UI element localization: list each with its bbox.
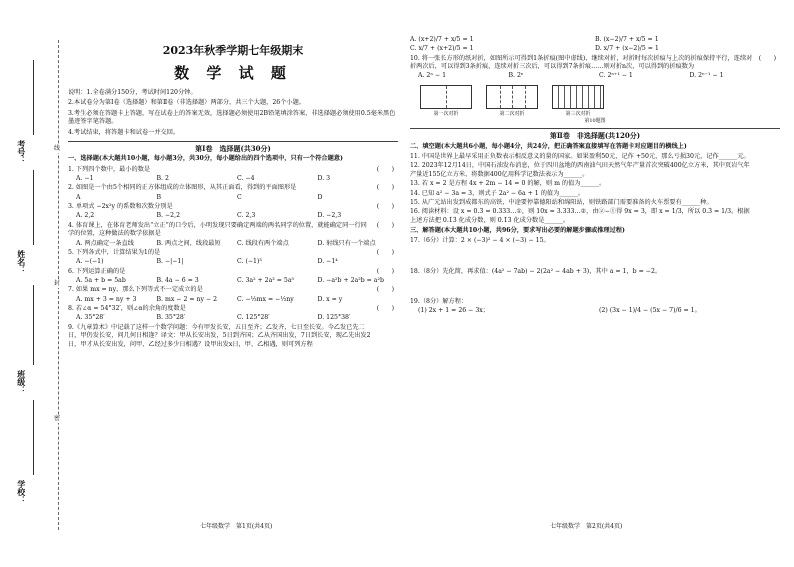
fold-captions <box>420 111 780 118</box>
instructions <box>68 89 398 137</box>
option: D <box>317 193 323 201</box>
option: D. −2,3 <box>317 212 342 220</box>
option: C. −4 <box>237 175 255 183</box>
q19-eq-1: (1) 2x + 1 = 26 − 3x； <box>418 307 489 315</box>
cut-mark-seal: 封 <box>54 280 61 287</box>
answer-paren: ( ) <box>376 248 394 256</box>
question-10 <box>410 55 780 72</box>
left-column <box>68 36 398 350</box>
option: C. 线段有两个端点 <box>237 239 289 247</box>
option: B. mx − 2 = ny − 2 <box>156 295 218 303</box>
option: A <box>76 193 81 201</box>
option: C. 125°28′ <box>237 314 270 322</box>
q19-eq-2: (2) (3x − 1)/4 − (5x − 7)/6 = 1。 <box>599 307 701 315</box>
q9-option-a: A. (x+2)/7 + x/5 = 1 <box>410 36 474 43</box>
question-stem: 3. 单项式 −2x²y 的系数和次数分别是 <box>68 203 173 211</box>
question-1 <box>68 166 398 174</box>
q9-options <box>410 36 780 44</box>
note-1: 说明：1.全卷满分150分，考试时间120分钟。 <box>68 89 197 97</box>
options-row <box>76 277 398 285</box>
option: B. −2,2 <box>156 212 181 220</box>
option: C. 2,3 <box>237 212 256 220</box>
question-stem: 9.《九章算术》中记载了这样一个数学问题：今有甲发长安，五日至齐；乙发齐，七日至长安。今乙发已先二日，甲仍发长安，问几何日相逢？译文：甲从长安出发，5日到齐国；乙从齐国出发，7日到长安，现乙先出发2日，甲才从长安出发，问甲、乙经过多少日相遇？设甲出发x日，甲、乙相遇，则可列方程 <box>68 323 371 348</box>
question-3 <box>68 203 398 211</box>
answer-paren: ( ) <box>376 203 394 211</box>
q10-options <box>418 72 780 80</box>
question-stem: 4. 体育课上，在体育老师发出“立正”的口令后，小明发现只要确定两端的两名同学的位置，就能确定同一行同学的位置，这种做法的数学依据是 <box>68 221 367 238</box>
name-line <box>33 170 34 245</box>
options-row <box>76 314 398 322</box>
question-7 <box>68 286 398 294</box>
option: C. 3a² + 2a³ = 5a⁵ <box>237 277 295 284</box>
option: D. 3 <box>317 175 331 183</box>
answer-paren: ( ) <box>376 184 394 192</box>
question-5 <box>68 249 398 257</box>
q10-option-c: C. 2ⁿ⁺¹ − 1 <box>599 72 633 80</box>
option: D. x = y <box>317 295 343 303</box>
options-row <box>76 258 398 266</box>
option: B. 4a − 6 = 3 <box>156 277 199 284</box>
answer-paren: ( ) <box>376 305 394 313</box>
exam-number-label: 考号： <box>16 140 27 164</box>
option: D. −a²b + 2a²b = a²b <box>317 277 384 284</box>
part3-heading: 三、解答题(本大题共10小题，共96分，要求写出必要的解题步骤或推理过程) <box>410 226 625 234</box>
option: A. −(−1) <box>76 258 104 266</box>
option: A. −1 <box>76 175 94 183</box>
option: B. 2 <box>156 175 169 183</box>
cut-mark-line: 线 <box>54 145 61 152</box>
fold-caption-1: 第一次对折 <box>433 110 459 117</box>
question-9 <box>68 324 398 349</box>
fold-caption-2: 第二次对折 <box>499 110 525 117</box>
question-stem: 2. 如图是一个由5个相同的正方体组成的立体图形，从其正面看，得到的平面图形是 <box>68 184 297 192</box>
question-stem: 5. 下列各式中，计算结果为1的是 <box>68 248 161 256</box>
options-row <box>76 296 398 304</box>
footer-right: 七年级数学 第2页(共4页) <box>550 523 623 530</box>
name-label: 姓名： <box>16 250 27 274</box>
fold-1-paper <box>420 85 472 109</box>
note-2: 2.本试卷分为第Ⅰ卷（选择题）和第Ⅱ卷（非选择题）两部分，共三个大题，26个小题。 <box>68 99 305 107</box>
q9-options-2 <box>410 45 780 53</box>
fold-3-paper <box>552 85 604 109</box>
option: D. 125°38′ <box>317 314 351 322</box>
question-17: 17.（6分）计算：2 × (−3)² − 4 × (−3) − 15。 <box>410 237 550 245</box>
school-label: 学校： <box>16 480 27 504</box>
option: C. −⅓mx = −⅓ny <box>237 295 294 303</box>
fold-caption-3: 第三次对折 <box>565 110 591 117</box>
options-row <box>76 240 398 248</box>
options-row <box>76 175 398 183</box>
fill-question-12: 12. 2023年12月14日，中国石油发布消息，位于四川盆地的西南油气田天然气年产量首次突破400亿立方米，其中页岩气年产量近155亿立方米，将数据400亿用科学记数法表示为______。 <box>410 162 750 178</box>
fig10-caption: 第10题图 <box>584 117 606 124</box>
fill-questions <box>410 153 780 225</box>
option: A. 两点确定一条直线 <box>76 239 134 247</box>
note-3: 3.考生必须在答题卡上答题，写在试卷上的答案无效，选择题必须使用2B铅笔填涂答案，非选择题必须使用0.5毫米黑色墨迹签字笔答题。 <box>68 109 396 126</box>
q10-option-b: B. 2ⁿ <box>508 72 524 80</box>
question-8 <box>68 305 398 313</box>
option: D. 射线只有一个端点 <box>317 239 376 247</box>
right-column <box>410 36 780 317</box>
option: A. 2,2 <box>76 212 95 220</box>
answer-paren: ( ) <box>376 267 394 275</box>
answer-paren: ( ) <box>376 221 394 229</box>
question-stem: 1. 下列四个数中，最小的数是 <box>68 165 151 173</box>
options-row <box>76 194 398 202</box>
q10-option-a: A. 2ⁿ − 1 <box>418 72 447 80</box>
question-stem: 7. 如果 mx = ny，那么下列等式不一定成立的是 <box>68 286 203 294</box>
part1-heading: 一、选择题(本大题共10小题，每小题3分，共30分，每小题给出的四个选项中，只有一个符合题意) <box>68 155 343 163</box>
question-19: 19.（8分）解方程： <box>410 298 468 306</box>
fill-question-14: 14. 已知 a² − 3a = 3，则式子 2a² − 6a + 1 的值为______。 <box>410 189 585 197</box>
option: A. mx + 3 = ny + 3 <box>76 295 137 303</box>
part2-heading: 二、填空题(本大题共6小题，每小题4分，共24分，把正确答案直接填写在答题卡对应题目的横线上) <box>410 142 687 150</box>
option: C <box>237 193 242 201</box>
exam-title: 2023年秋季学期七年级期末 <box>162 44 304 57</box>
q9-option-b: B. (x−2)/7 + x/5 = 1 <box>595 36 659 43</box>
part2-title: 第Ⅱ卷 非选择题(共120分) <box>410 128 780 140</box>
q10-option-d: D. 2ⁿ⁻¹ − 1 <box>689 72 724 80</box>
exam-number-line <box>33 60 34 135</box>
fill-question-13: 13. 若 x = 2 是方程 4x + 2m − 14 = 0 的解，则 m 的值为______。 <box>410 180 606 188</box>
option: A. 5a + b = 5ab <box>76 277 126 284</box>
exam-subject: 数 学 试 题 <box>174 63 292 82</box>
q10-answer-paren: ( ) <box>758 54 776 62</box>
q19-equations <box>418 307 780 315</box>
class-label: 班级： <box>16 370 27 394</box>
option: B. 35°28′ <box>156 314 186 322</box>
question-stem: 6. 下列运算正确的是 <box>68 267 126 275</box>
fill-question-11: 11. 中国是世界上最早采用正负数表示相反意义的量的国家。如果盈利50元，记作 +50元，那么亏损30元，记作______元。 <box>410 153 750 161</box>
q9-option-c: C. x/7 + (x+2)/5 = 1 <box>410 45 474 53</box>
fold-figure <box>420 85 780 109</box>
option: A. 35°28′ <box>76 314 105 322</box>
option: B <box>156 193 162 201</box>
q9-option-d: D. x/7 + (x−2)/5 = 1 <box>595 45 659 53</box>
note-4: 4.考试结束，将答题卡和试卷一并交回。 <box>68 128 180 136</box>
question-4 <box>68 222 398 239</box>
school-line <box>33 400 34 475</box>
cut-mark-secret: 密 <box>54 415 61 422</box>
question-18: 18.（8分）先化简，再求值：(4a² − 7ab) − 2(2a² − 4ab + 3)，其中 a = 1，b = −2。 <box>410 267 662 275</box>
part1-title: 第Ⅰ卷 选择题(共30分) <box>68 141 398 153</box>
q10-stem: 10. 将一张长方形的纸对折，如图所示可得到1条折痕(图中虚线)，继续对折，对折时每次折痕与上次的折痕保持平行，连续对折两次后，可以得到3条折痕，连续对折三次后，可以得到7条折痕……则对折n次，可以得到的折痕数为 <box>410 54 753 71</box>
answer-paren: ( ) <box>376 165 394 173</box>
option: B. −|−1| <box>156 258 184 266</box>
option: C. (−1)³ <box>237 258 262 266</box>
binding-strip <box>0 0 70 567</box>
options-row <box>76 212 398 220</box>
fill-question-16: 16. 阅读材料：设 x = 0.3̇ = 0.333…①，则 10x = 3.333…②，由②−①得 9x = 3，即 x = 1/3，所以 0.3̇ = 1/3。根据上述方法把 0.1̇3̇ 化成分数，则 0.1̇3̇ 化成分数是______。 <box>410 208 750 224</box>
fill-question-15: 15. 从广元站出发到成都东的高铁，中途要停靠德阳站和绵阳站，则铁路部门需要准备的火车票要有______种。 <box>410 198 713 206</box>
choice-questions <box>68 166 398 349</box>
class-line <box>33 285 34 365</box>
question-stem: 8. 若∠α = 54°32′，则∠α的余角的度数是 <box>68 305 186 313</box>
option: B. 两点之间，线段最短 <box>156 239 221 247</box>
fold-2-paper <box>486 85 538 109</box>
question-6 <box>68 268 398 276</box>
footer-left: 七年级数学 第1页(共4页) <box>200 523 273 530</box>
option: D. −1⁴ <box>317 258 338 266</box>
question-2 <box>68 184 398 192</box>
answer-paren: ( ) <box>376 286 394 294</box>
